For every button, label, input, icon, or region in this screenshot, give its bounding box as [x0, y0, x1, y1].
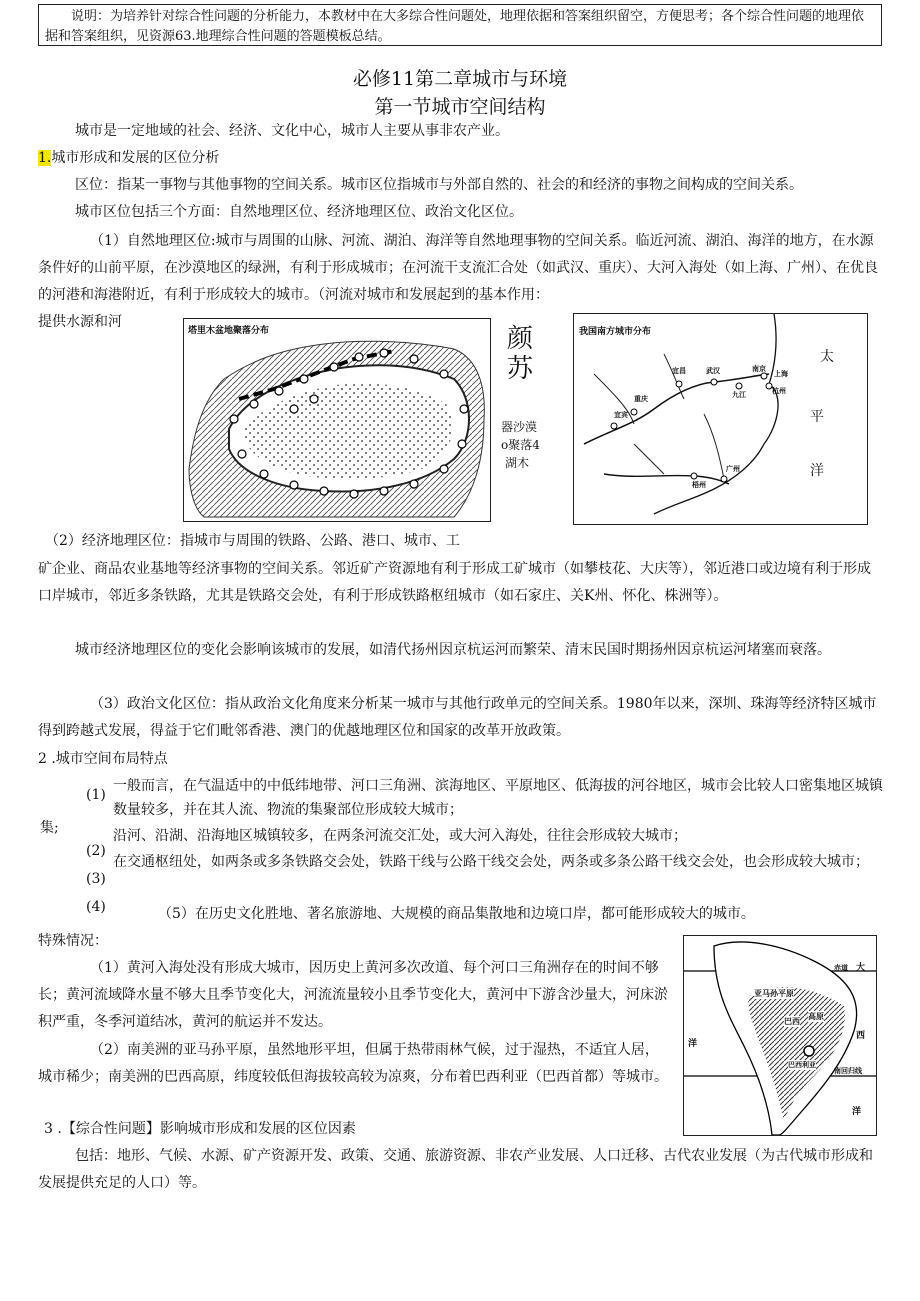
city-chongqing: 重庆	[634, 394, 648, 403]
sa-label-equator: 赤道	[834, 963, 848, 972]
heading-3	[44, 1116, 356, 1143]
ocean-label-ping: 平	[810, 409, 824, 425]
tarim-map-title: 塔里木盆地聚落分布	[188, 326, 270, 336]
city-yichang: 宜昌	[672, 366, 686, 375]
item-num-2: (2)	[86, 843, 106, 859]
note-text: 说明：为培养针对综合性问题的分析能力，本教材中在大多综合性问题处，地理依据和答案组织留空，方便思考；各个综合性问题的地理依据和答案组织，见资源63.地理综合性问题的答题模板总结。	[45, 9, 865, 44]
side-big-char-2: 苏	[507, 354, 534, 384]
note-box	[38, 4, 882, 46]
ocean-label-tai: 太	[820, 349, 834, 365]
economic-change: 城市经济地理区位的变化会影响该城市的发展，如清代扬州因京杭运河而繁荣、清末民国时期扬州因京杭运河堵塞而衰落。	[75, 642, 831, 658]
special-case-1: （1）黄河入海处没有形成大城市，因历史上黄河多次改道、每个河口三角洲存在的时间不够长；黄河流域降水量不够大且季节变化大，河流流量较小且季节变化大，黄河中下游含沙量大，河床淤积严重，冬季河道结冰，黄河的航运并不发达。	[38, 960, 668, 1030]
city-wuzhou: 梧州	[692, 480, 706, 489]
south-china-map	[573, 313, 868, 525]
item-num-4: (4)	[86, 899, 106, 915]
economic-location-a: （2）经济地理区位：指城市与周围的铁路、公路、港口、城市、工	[45, 533, 460, 549]
heading-3-number: 3	[44, 1121, 53, 1137]
sa-label-brazil: 巴西	[784, 1016, 800, 1026]
tarim-map-drawing	[184, 319, 490, 521]
sa-label-plateau: 高原	[808, 1011, 824, 1021]
city-wuhan: 武汉	[706, 366, 720, 375]
layout-point-5: （5）在历史文化胜地、著名旅游地、大规模的商品集散地和边境口岸，都可能形成较大的城市。	[158, 906, 755, 922]
ji-fragment: 集;	[40, 820, 59, 836]
side-big-char-1: 颜	[507, 324, 534, 354]
political-location: （3）政治文化区位：指从政治文化角度来分析某一城市与其他行政单元的空间关系。1980年以来，深圳、珠海等经济特区城市得到跨越式发展，得益于它们毗邻香港、澳门的优越地理区位和国家的改革开放政策。	[38, 696, 877, 739]
factors-paragraph: 包括：地形、气候、水源、矿产资源开发、政策、交通、旅游资源、非农产业发展、人口迁移、古代农业发展（为古代城市形成和发展提供充足的人口）等。	[38, 1148, 873, 1191]
sa-label-da: 大	[856, 963, 866, 973]
city-yibin: 宜宾	[614, 410, 628, 419]
city-guangzhou: 广州	[726, 464, 740, 473]
intro-paragraph: 城市是一定地域的社会、经济、文化中心，城市人主要从事非农产业。	[75, 123, 509, 139]
heading-1	[38, 145, 219, 172]
layout-point-2: 沿河、沿湖、沿海地区城镇较多，在两条河流交汇处，或大河入海处，往往会形成较大城市；	[113, 828, 687, 844]
sa-label-brasilia: 巴西利亚	[788, 1060, 816, 1069]
location-definition: 区位：指某一事物与其他事物的空间关系。城市区位指城市与外部自然的、社会的和经济的事物之间构成的空间关系。	[75, 177, 803, 193]
item-num-1: (1)	[86, 787, 106, 803]
layout-point-1: 一般而言，在气温适中的中低纬地带、河口三角洲、滨海地区、平原地区、低海拔的河谷地区，城市会比较人口密集地区城镇数量较多，并在其人流、物流的集聚部位形成较大城市；	[113, 778, 883, 818]
sa-label-xi: 西	[856, 1031, 866, 1041]
heading-1-text: 城市形成和发展的区位分析	[51, 150, 220, 166]
ocean-label-yang: 洋	[810, 463, 824, 479]
heading-2: 2 .城市空间布局特点	[38, 751, 168, 767]
city-jiujiang: 九江	[732, 390, 746, 399]
city-nanjing: 南京	[752, 364, 766, 373]
sa-label-amazon: 亚马孙平原	[754, 988, 794, 998]
sa-label-tropic: 南回归线	[834, 1066, 862, 1075]
heading-3-text: .【综合性问题】影响城市形成和发展的区位因素	[57, 1121, 356, 1137]
economic-location-b: 矿企业、商品农业基地等经济事物的空间关系。邻近矿产资源地有利于形成工矿城市（如攀枝花、大庆等），邻近港口或边境有利于形成口岸城市，邻近多条铁路，尤其是铁路交会处，有利于形成铁路枢纽城市（如石家庄、关K州、怀化、株洲等）。	[38, 561, 871, 604]
south-map-title: 我国南方城市分布	[579, 327, 652, 337]
legend-settlement: o聚落4	[501, 438, 540, 452]
natural-location: （1）自然地理区位:城市与周围的山脉、河流、湖泊、海洋等自然地理事物的空间关系。临近河流、湖泊、海洋的地方，在水源条件好的山前平原，在沙漠地区的绿洲，有利于形成城市；在河流干支流汇合处（如武汉、重庆）、大河入海处（如上海、广州）、在优良的河港和海港附近，有利于形成较大的城市。（河流对城市和发展起到的基本作用：	[38, 233, 878, 303]
layout-point-3: 在交通枢纽处，如两条或多条铁路交会处，铁路干线与公路干线交会处，两条或多条公路干线交会处，也会形成较大城市；	[113, 854, 869, 870]
special-heading: 特殊情况：	[38, 933, 108, 949]
three-aspects: 城市区位包括三个方面：自然地理区位、经济地理区位、政治文化区位。	[75, 204, 523, 220]
special-case-2: （2）南美洲的亚马孙平原，虽然地形平坦，但属于热带雨林气候，过于湿热，不适宜人居，城市稀少；南美洲的巴西高原，纬度较低但海拔较高较为凉爽，分布着巴西利亚（巴西首都）等城市。	[38, 1042, 668, 1085]
section-title: 第一节城市空间结构	[374, 96, 546, 118]
item-num-3: (3)	[86, 871, 106, 887]
south-america-map	[683, 935, 877, 1136]
heading-1-number: 1.	[38, 150, 52, 166]
tarim-basin-map	[183, 318, 491, 522]
legend-lake: 湖木	[505, 456, 530, 470]
sa-label-yang-right: 洋	[852, 1107, 862, 1117]
city-shanghai: 上海	[774, 369, 788, 378]
chapter-title: 必修11第二章城市与环境	[352, 68, 568, 90]
sa-label-yang-left: 洋	[688, 1039, 698, 1049]
natural-location-cont: 提供水源和河	[38, 314, 122, 330]
legend-desert: 器沙漠	[501, 420, 538, 434]
city-hangzhou: 杭州	[772, 386, 786, 395]
